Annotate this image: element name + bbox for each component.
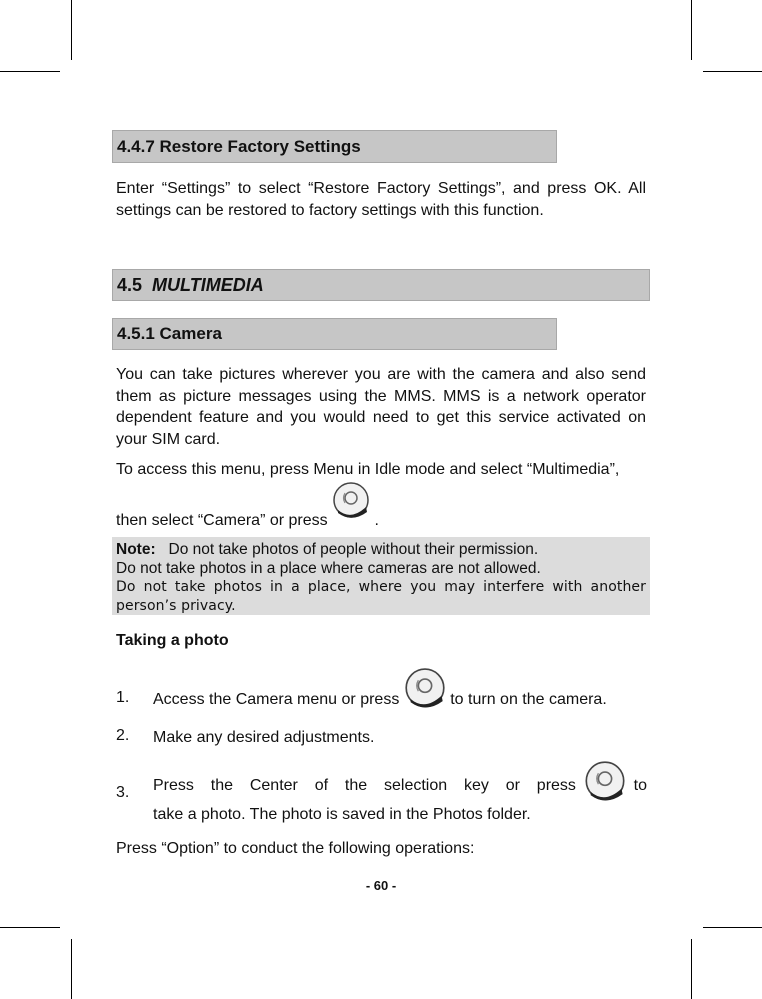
crop-mark [703, 71, 762, 72]
step-2: Make any desired adjustments. [153, 729, 375, 746]
step-3-post: to take a photo. The photo is saved in the Photos folder. [153, 777, 647, 823]
access-line2-text: then select “Camera” or press [116, 512, 328, 530]
step-1-post: to turn on the camera. [450, 691, 607, 709]
camera-access-line2 [116, 481, 646, 532]
camera-key-icon [404, 666, 446, 712]
crop-mark [0, 71, 60, 72]
step-number: 1. [116, 689, 130, 706]
step-number: 3. [116, 784, 130, 801]
note-line-1 [116, 540, 646, 559]
note-box [112, 537, 650, 615]
camera-key-icon [584, 760, 626, 804]
section-heading-multimedia [112, 269, 650, 301]
camera-intro: You can take pictures wherever you are with the camera and also send them as picture messages using the MMS. MMS is a network operator dependent feature and you would need to get this service activated on your SIM card. [116, 366, 646, 448]
crop-mark [703, 927, 762, 928]
step-1 [153, 666, 647, 712]
access-line2-dot: . [374, 512, 379, 530]
crop-mark [0, 927, 60, 928]
section-heading-restore [112, 130, 557, 163]
taking-photo-heading: Taking a photo [116, 632, 229, 649]
note-text-1: Do not take photos of people without their permission. [168, 541, 539, 558]
camera-key-icon [332, 481, 370, 521]
step-number: 2. [116, 727, 130, 744]
camera-access-line1: To access this menu, press Menu in Idle mode and select “Multimedia”, [116, 461, 620, 478]
crop-mark [71, 939, 72, 999]
section-title: MULTIMEDIA [152, 275, 264, 295]
section-number: 4.5 [117, 275, 143, 295]
crop-mark [691, 939, 692, 999]
crop-mark [71, 0, 72, 60]
section-heading-camera [112, 318, 557, 350]
section-heading-text: 4.4.7 Restore Factory Settings [117, 137, 361, 156]
note-line-3: Do not take photos in a place, where you may interfere with another person’s privacy. [116, 579, 646, 614]
note-line-2: Do not take photos in a place where cameras are not allowed. [116, 560, 541, 577]
step-3-pre: Press the Center of the selection key or press [153, 777, 576, 794]
crop-mark [691, 0, 692, 60]
page-number: - 60 - [365, 878, 397, 893]
step-3 [153, 760, 647, 825]
note-label: Note: [116, 541, 156, 558]
step-1-pre: Access the Camera menu or press [153, 691, 400, 709]
restore-body: Enter “Settings” to select “Restore Factory Settings”, and press OK. All settings can be restored to factory settings with this function. [116, 180, 646, 219]
option-line: Press “Option” to conduct the following operations: [116, 840, 475, 857]
section-heading-text: 4.5.1 Camera [117, 324, 222, 343]
